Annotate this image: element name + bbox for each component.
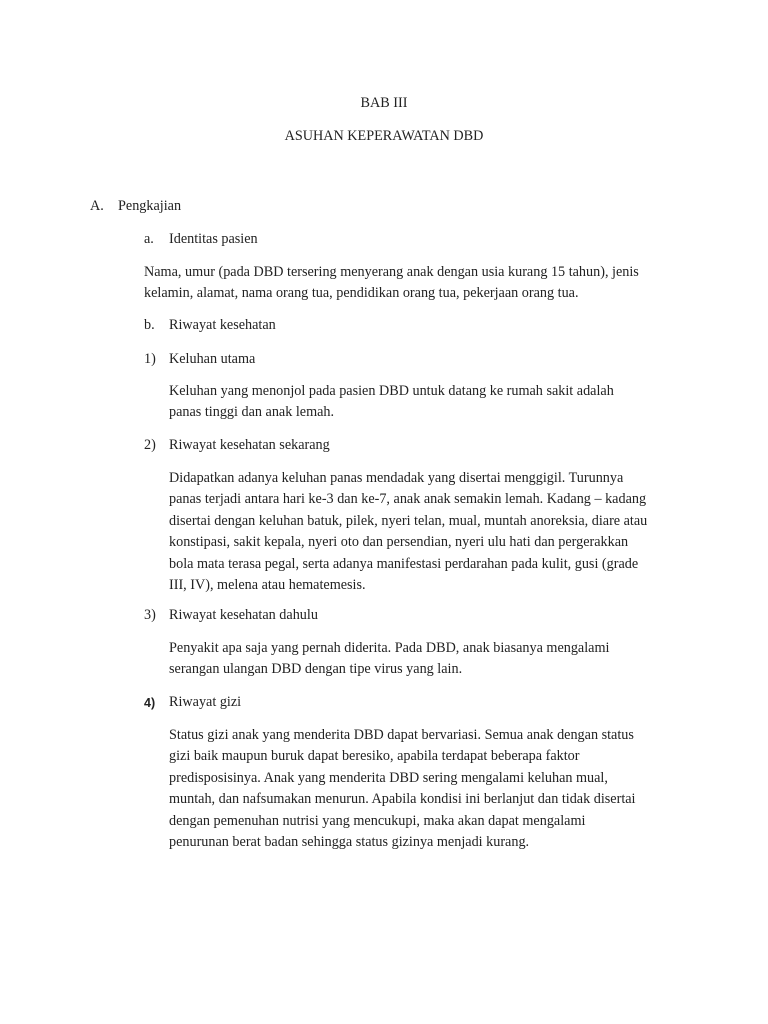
paragraph-line: disertai dengan keluhan batuk, pilek, nyeri telan, mual, muntah anoreksia, diare atau [169, 512, 648, 529]
section-a-marker: A. [90, 198, 104, 214]
sub-3-marker: 3) [144, 607, 156, 623]
chapter-heading: BAB III [360, 95, 408, 111]
paragraph-line: gizi baik maupun buruk dapat beresiko, apabila terdapat beberapa faktor [169, 748, 580, 765]
sub-4-marker: 4) [144, 696, 156, 710]
paragraph-line: Keluhan yang menonjol pada pasien DBD untuk datang ke rumah sakit adalah [169, 383, 614, 399]
paragraph-line: Didapatkan adanya keluhan panas mendadak yang disertai menggigil. Turunnya [169, 470, 624, 486]
paragraph-line: penurunan berat badan sehingga status gizinya menjadi kurang. [169, 834, 530, 851]
sub-3-paragraph [169, 638, 609, 681]
paragraph-line: Penyakit apa saja yang pernah diderita. Pada DBD, anak biasanya mengalami [169, 640, 610, 656]
paragraph-line: III, IV), melena atau hematemesis. [169, 577, 366, 594]
document-title: ASUHAN KEPERAWATAN DBD [284, 128, 484, 144]
sub-1-label: Keluhan utama [169, 351, 256, 367]
sub-2-paragraph [169, 468, 647, 596]
sub-4-paragraph [169, 725, 636, 853]
paragraph-line: panas tinggi dan anak lemah. [169, 404, 335, 421]
paragraph-line: kelamin, alamat, nama orang tua, pendidikan orang tua, pekerjaan orang tua. [144, 285, 579, 302]
item-a-paragraph [144, 262, 639, 305]
paragraph-line: Status gizi anak yang menderita DBD dapat bervariasi. Semua anak dengan status [169, 727, 634, 743]
paragraph-line: Nama, umur (pada DBD tersering menyerang anak dengan usia kurang 15 tahun), jenis [144, 264, 639, 280]
paragraph-line: dengan pemenuhan nutrisi yang mencukupi, maka akan dapat mengalami [169, 812, 586, 829]
paragraph-line: predisposisinya. Anak yang menderita DBD sering mengalami keluhan mual, [169, 769, 608, 786]
paragraph-line: panas terjadi antara hari ke-3 dan ke-7, anak anak semakin lemah. Kadang – kadang [169, 491, 647, 508]
sub-3-label: Riwayat kesehatan dahulu [169, 607, 318, 623]
item-b-label: Riwayat kesehatan [169, 317, 276, 333]
paragraph-line: bola mata terasa pegal, serta adanya manifestasi perdarahan pada kulit, gusi (grade [169, 555, 639, 572]
item-a-label: Identitas pasien [169, 231, 258, 247]
sub-4-label: Riwayat gizi [169, 694, 242, 710]
paragraph-line: serangan ulangan DBD dengan tipe virus yang lain. [169, 661, 463, 678]
item-b-marker: b. [144, 317, 155, 333]
sub-2-label: Riwayat kesehatan sekarang [169, 437, 330, 453]
sub-2-marker: 2) [144, 437, 156, 453]
paragraph-line: muntah, dan nafsumakan menurun. Apabila kondisi ini berlanjut dan tidak disertai [169, 791, 636, 808]
sub-1-marker: 1) [144, 351, 156, 367]
section-a-label: Pengkajian [118, 198, 182, 214]
paragraph-line: konstipasi, sakit kepala, nyeri oto dan persendian, nyeri ulu hati dan pergerakkan [169, 534, 629, 551]
sub-1-paragraph [169, 381, 614, 424]
item-a-marker: a. [144, 231, 154, 247]
